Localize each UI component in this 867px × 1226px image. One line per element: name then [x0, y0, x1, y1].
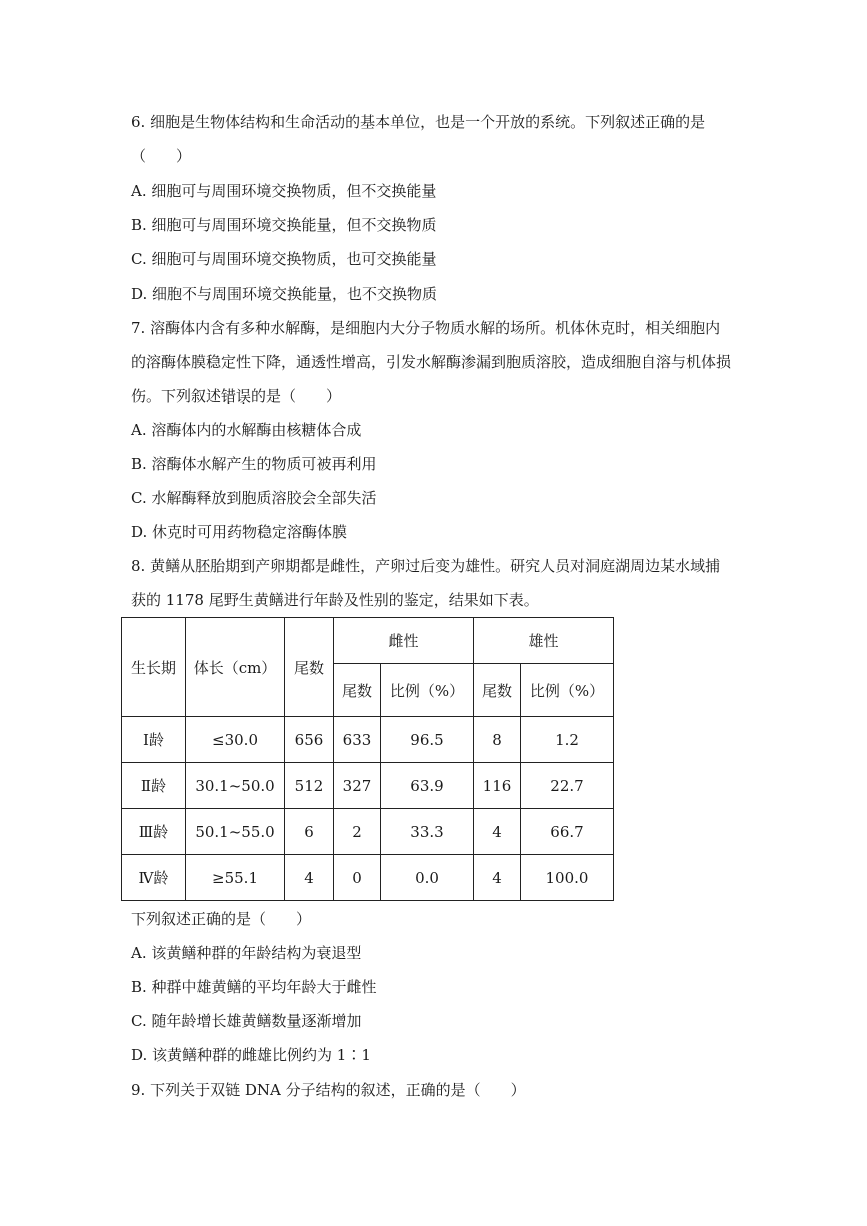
- table-row: [122, 717, 614, 763]
- table-header-row: [122, 618, 614, 664]
- q8-stem-line1: 8. 黄鳝从胚胎期到产卵期都是雌性，产卵过后变为雄性。研究人员对洞庭湖周边某水域捕: [131, 557, 721, 575]
- q6-option-a: A. 细胞可与周围环境交换物质，但不交换能量: [131, 182, 437, 200]
- q9-stem-line1: 9. 下列关于双链 DNA 分子结构的叙述，正确的是（ ）: [131, 1081, 526, 1099]
- q6-stem-line2: （ ）: [131, 147, 192, 165]
- cell-female-ratio: 96.5: [381, 717, 474, 763]
- q8-option-a: A. 该黄鳝种群的年龄结构为衰退型: [131, 944, 362, 962]
- q7-option-d: D. 休克时可用药物稳定溶酶体膜: [131, 523, 348, 541]
- cell-female-count: 0: [334, 855, 381, 901]
- cell-count: 656: [285, 717, 334, 763]
- q7-stem-line2: 的溶酶体膜稳定性下降，通透性增高，引发水解酶渗漏到胞质溶胶，造成细胞自溶与机体损: [131, 353, 732, 371]
- table-row: [122, 763, 614, 809]
- cell-length: 50.1~55.0: [186, 809, 285, 855]
- cell-female-count: 633: [334, 717, 381, 763]
- q6-option-c: C. 细胞可与周围环境交换物质，也可交换能量: [131, 250, 437, 268]
- q8-option-b: B. 种群中雄黄鳝的平均年龄大于雌性: [131, 978, 377, 996]
- q6-option-d: D. 细胞不与周围环境交换能量，也不交换物质: [131, 285, 438, 303]
- q8-data-table: [121, 617, 614, 901]
- q7-emphasis-char-2: 误: [236, 387, 252, 405]
- cell-male-count: 8: [474, 717, 521, 763]
- subheader-female-ratio: 比例（%）: [381, 664, 474, 717]
- cell-length: 30.1~50.0: [186, 763, 285, 809]
- q6-stem-line1: 6. 细胞是生物体结构和生命活动的基本单位，也是一个开放的系统。下列叙述正确的是: [131, 113, 706, 131]
- cell-male-ratio: 1.2: [521, 717, 614, 763]
- cell-male-ratio: 22.7: [521, 763, 614, 809]
- cell-stage: Ⅰ龄: [122, 717, 186, 763]
- cell-female-ratio: 63.9: [381, 763, 474, 809]
- q8-after-table: 下列叙述正确的是（ ）: [131, 910, 312, 928]
- cell-count: 6: [285, 809, 334, 855]
- header-male: 雄性: [474, 618, 614, 664]
- cell-length: ≤30.0: [186, 717, 285, 763]
- header-stage: 生长期: [122, 618, 186, 717]
- q8-option-c: C. 随年龄增长雄黄鳝数量逐渐增加: [131, 1012, 362, 1030]
- cell-female-count: 327: [334, 763, 381, 809]
- q7-stem-line1: 7. 溶酶体内含有多种水解酶，是细胞内大分子物质水解的场所。机体休克时，相关细胞内: [131, 319, 721, 337]
- cell-stage: Ⅲ龄: [122, 809, 186, 855]
- cell-male-count: 116: [474, 763, 521, 809]
- subheader-female-count: 尾数: [334, 664, 381, 717]
- cell-female-count: 2: [334, 809, 381, 855]
- header-female: 雌性: [334, 618, 474, 664]
- q7-emphasis-char-1: 错: [221, 387, 237, 405]
- q7-option-c: C. 水解酶释放到胞质溶胶会全部失活: [131, 489, 377, 507]
- q7-stem-line3-pre: 伤。下列叙述: [131, 387, 222, 405]
- header-length: 体长（cm）: [186, 618, 285, 717]
- cell-length: ≥55.1: [186, 855, 285, 901]
- q8-stem-line2: 获的 1178 尾野生黄鳝进行年龄及性别的鉴定，结果如下表。: [131, 591, 539, 609]
- q8-option-d: D. 该黄鳝种群的雌雄比例约为 1∶1: [131, 1046, 371, 1064]
- table-row: [122, 809, 614, 855]
- q7-option-a: A. 溶酶体内的水解酶由核糖体合成: [131, 421, 362, 439]
- q7-option-b: B. 溶酶体水解产生的物质可被再利用: [131, 455, 377, 473]
- cell-male-count: 4: [474, 809, 521, 855]
- cell-stage: Ⅱ龄: [122, 763, 186, 809]
- q7-stem-line3: [131, 386, 341, 406]
- cell-stage: Ⅳ龄: [122, 855, 186, 901]
- cell-count: 4: [285, 855, 334, 901]
- cell-female-ratio: 33.3: [381, 809, 474, 855]
- cell-male-ratio: 100.0: [521, 855, 614, 901]
- header-count: 尾数: [285, 618, 334, 717]
- q6-option-b: B. 细胞可与周围环境交换能量，但不交换物质: [131, 216, 437, 234]
- subheader-male-count: 尾数: [474, 664, 521, 717]
- subheader-male-ratio: 比例（%）: [521, 664, 614, 717]
- cell-female-ratio: 0.0: [381, 855, 474, 901]
- cell-count: 512: [285, 763, 334, 809]
- q7-stem-line3-post: 的是（ ）: [251, 387, 342, 405]
- table-row: [122, 855, 614, 901]
- cell-male-ratio: 66.7: [521, 809, 614, 855]
- cell-male-count: 4: [474, 855, 521, 901]
